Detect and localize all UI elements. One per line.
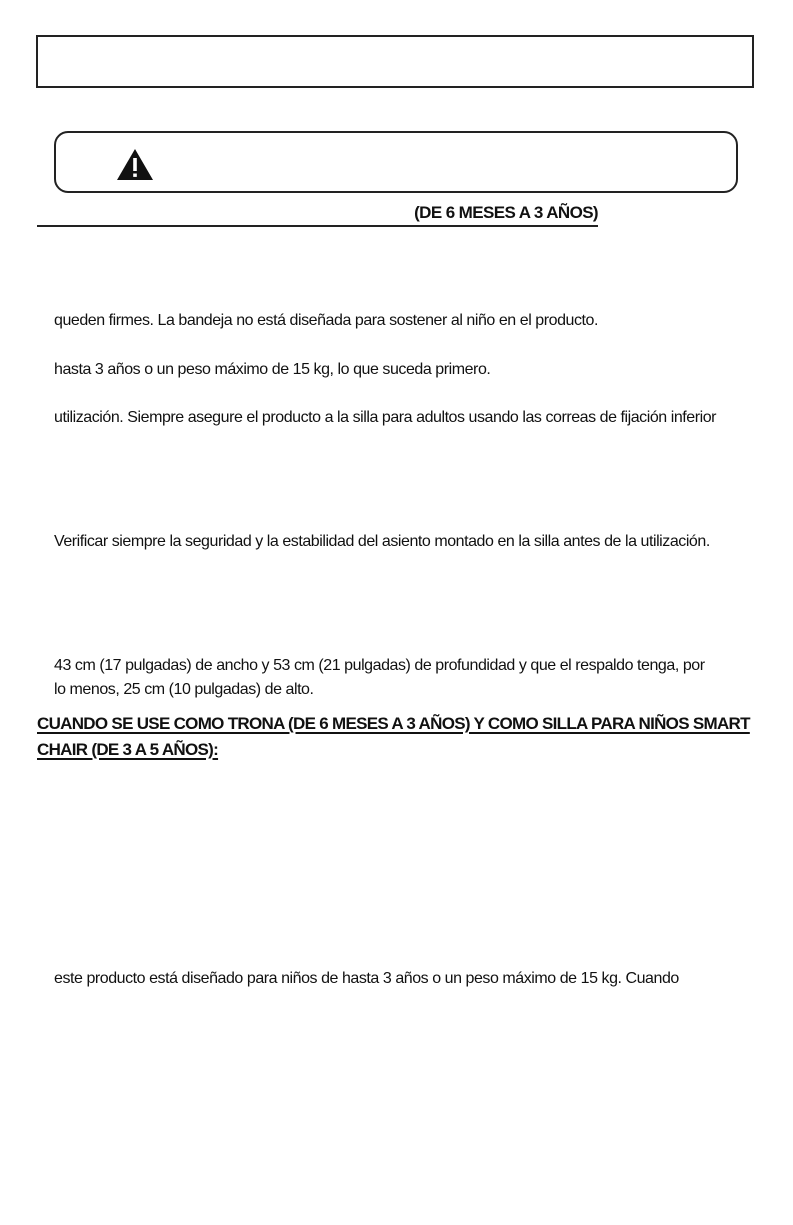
section-subheading: (DE 6 MESES A 3 AÑOS) <box>414 203 598 222</box>
warning-triangle-icon <box>116 148 154 181</box>
warning-box <box>54 131 738 193</box>
body-line: queden firmes. La bandeja no está diseñada para sostener al niño en el producto. <box>54 312 598 329</box>
body-line: utilización. Siempre asegure el producto a la silla para adultos usando las correas de fijación inferior <box>54 409 717 426</box>
title-box <box>36 35 754 88</box>
body-line: hasta 3 años o un peso máximo de 15 kg, lo que suceda primero. <box>54 361 491 378</box>
section-heading-line-2: CHAIR (DE 3 A 5 AÑOS): <box>37 740 219 759</box>
body-line: este producto está diseñado para niños de hasta 3 años o un peso máximo de 15 kg. Cuando <box>54 970 679 987</box>
subheading-rule <box>37 202 598 227</box>
body-line: lo menos, 25 cm (10 pulgadas) de alto. <box>54 681 314 698</box>
body-line: Verificar siempre la seguridad y la estabilidad del asiento montado en la silla antes de la utilización. <box>54 533 710 550</box>
section-heading-line-1: CUANDO SE USE COMO TRONA (DE 6 MESES A 3 AÑOS) Y COMO SILLA PARA NIÑOS SMART <box>37 714 750 733</box>
body-line: 43 cm (17 pulgadas) de ancho y 53 cm (21 pulgadas) de profundidad y que el respaldo tenga, por <box>54 657 705 674</box>
